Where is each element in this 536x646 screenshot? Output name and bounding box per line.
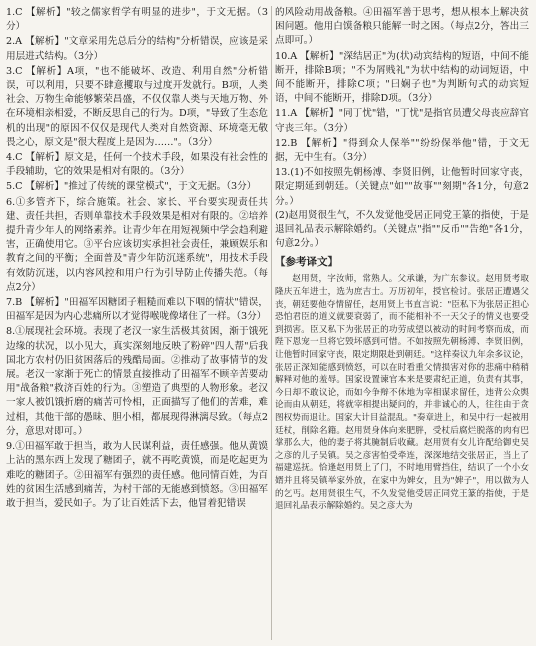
right-column [275,6,529,513]
reference-translation-body: 赵用贤，字汝师，常熟人。父承谦，为广东参议。赵用贤考取隆庆五年进士，选为庶吉士。万历初年，授官检讨。张居正遭遇父丧，朝廷要他夺情留任，赵用贤上书直言说："臣私下为张居正担心恐怕君臣的道义就要衰弱了，而不能相补不一天父子的情义也要受到损害。臣又私下为张居正的功劳成望以被动的时间考察而成，而陛下恩宠一旦将它毁坏感到可惜。不如按照先朝杨溥、李贤旧例，让他暂时回家守丧，限定期限赴到朝廷。"这样奏议九年余多议论，张居正深知能感到愤怒，可以在时看重父情损害对你的悲痛中稍稍解释对他的羞辱。国家设置谏官本来是要肃纪正道，负责有其事，今日却不敢议论，而如今争辩不休地为宰相谋求留任，违背公众舆论而由从朝廷，将就宰相提出疑问的，并非诚心的人，往往由于贪图权势而退让。国家大计目益混乱。"奏章进上，和吴中行一起被用廷杖，削除名籍。赵用贤身体向来肥胖，受杖后腐烂脱落的肉有巴掌那么大，他的妻子将其腌制后收藏。赵用贤有女儿许配给御史吴之彦的儿子吴镇。吴之彦害怕受牵连，深深地结交张居正，当上了福建巡抚。恰逢赵用贤上了门，不时地用臂挡住，结识了一个小女婿并且将吴镇举家外放，在家中为婢女，且为"婢子"，用以做为人的乞丐。赵用贤很生气，不久发觉他受居正同党王篆的指使，于是退回礼品表示解除婚约。吴之彦大为 [275,274,529,512]
answer-item-4: 4.C 【解析】原文是，任何一个技术手段，如果没有社会性的手段辅助，它的效果是相对有限的。（3分） [6,152,268,178]
answer-item-5: 5.C 【解析】"推过了传统的课堂模式"，于文无据。（3分） [6,181,257,193]
answer-item-13-2: (2)赵用贤很生气，不久发觉他受居正同党王篆的指使，于是退回礼品表示解除婚约。（关键点"指""反币""告绝"各1分，句意2分。） [275,209,529,250]
answer-item-8: 8.①展现社会环境。表现了老汉一家生活极其贫困，渐于饿死边缘的状况，以小见大，真实深刻地反映了粉碎"四人帮"后我国北方农村仍旧贫困落后的残酷局面。②推动了故事情节的发展。老汉一家渐于死亡的情景直接推动了田福军不顾辛苦要动用"战备粮"救济百姓的行为。③塑造了典型的人物形象。老汉一家人被饥饿折磨的痛苦可怜相，正面描写了他们的苦难，难过相，其他干部的愚昧、胆小相，都展现得淋漓尽致。（每点2分，意思对即可。） [6,326,268,437]
answer-item-2: 2.A 【解析】"文章采用先总后分的结构"分析错误，应该是采用层进式结构。（3分） [6,36,268,62]
answer-item-3: 3.C 【解析】A项，"也不能破坏、改造、利用自然"分析错误，可以利用，只要不肆意攫取与过度开发就行。B项，人类社会、万物生命能够繁荣昌盛，不仅仅靠人类与天地万物、外在环境相亲相爱，不断反思自己的行为。D项，"导致了生态危机的出现"的原因不仅仅是现代人类对自然资源、环境毫无敬畏之心，原文是"很大程度上是因为……"。（3分） [6,65,268,148]
reference-heading-text: 参考译文 [285,256,328,269]
answer-item-12: 12.B 【解析】"得到众人保举""纷纷保举他"错，于文无据，无中生有。（3分） [275,137,529,164]
answer-item-11: 11.A 【解析】"同丁忧"错，"丁忧"是指官员遭父母丧应辞官守丧三年。（3分） [275,108,529,134]
answer-item-9: 9.①田福军敢于担当，敢为人民谋利益，责任感强。他从黄馍上沾的黑东西上发现了糖团子，就不再吃黄馍，而是吃起更为难吃的糖团子。②田福军有强烈的责任感。他同情百姓，为百姓的贫困生活感到痛苦，为村干部的无能感到愤怒。③田福军敢于担当，爱民如子。为了让百姓活下去，他冒着犯错误 [6,441,268,509]
answer-item-9-continued: 的风险动用战备粮。④田福军善于思考，想从根本上解决贫困问题。他用白馍备粮只能解一时之困。（每点2分，答出三点即可。） [275,7,529,47]
answer-item-10: 10.A 【解析】"深结居正"为(状)动宾结构的短语，中间不能断开，排除B项；"不为屑贱礼"为状中结构的动词短语，中间不能断开，排除C项；"曰娴子也"为判断句式的动宾短语，中间不能断开，排除D项。（3分） [275,50,529,105]
left-column [6,6,268,511]
column-divider [271,6,272,640]
answer-item-1: 1.C 【解析】"较之儒家哲学有明显的进步"，于文无据。（3分） [6,7,268,33]
answer-item-7: 7.B 【解析】"田福军因糖团子粗糙而难以下咽的情状"错误，田福军是因为内心悲痛所以才觉得喉咙像堵住了一样。（3分） [6,297,268,323]
answer-item-6: 6.①多管齐下，综合施策。社会、家长、平台要实现责任共建、责任共担，否则单靠技术手段效果是相对有限的。②培养提升青少年人的网络素养。让青少年在用短视频中学会趋利避害，正确使用它。③平台应该切实承担社会责任，兼顾娱乐和教育之间的平衡；全面普及"青少年防沉迷系统"，用技术手段有效防沉迷，以内容风控和用户行为引导防止传播失范。（每点2分） [6,196,268,293]
answer-item-13-1: 13.(1)不如按照先朝杨溥、李贤旧例，让他暂时回家守丧，限定期延到朝廷。（关键点"如""故事""刻期"各1分，句意2分。） [275,167,529,207]
reference-translation-heading: 【参考译文】 [275,256,338,269]
